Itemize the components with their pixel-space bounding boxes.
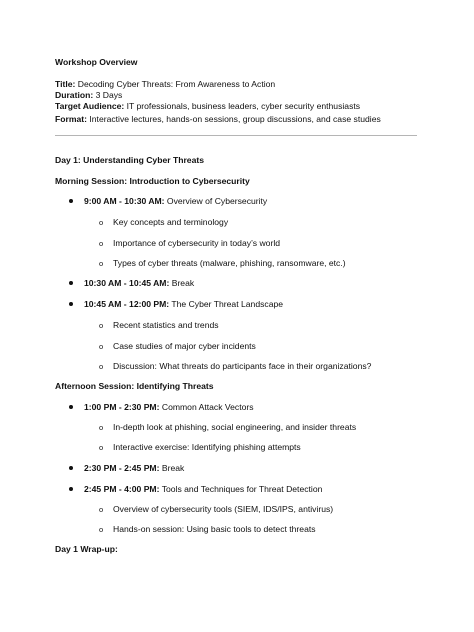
sub-item: In-depth look at phishing, social engineering, and insider threats [113, 422, 357, 432]
session-line [84, 484, 322, 495]
session-title: Break [159, 463, 185, 473]
sub-item: Types of cyber threats (malware, phishing, ransomware, etc.) [113, 258, 346, 268]
session-line [84, 463, 184, 474]
session-title: Common Attack Vectors [159, 402, 254, 412]
session-line [84, 299, 283, 310]
duration-value: 3 Days [93, 90, 123, 100]
overview-title-line [55, 79, 275, 90]
session-time: 2:45 PM - 4:00 PM: [84, 484, 160, 494]
format-value: Interactive lectures, hands-on sessions, group discussions, and case studies [87, 114, 381, 124]
afternoon-session-heading: Afternoon Session: Identifying Threats [55, 381, 214, 391]
disc-bullet-icon [69, 466, 73, 470]
disc-bullet-icon [69, 199, 73, 203]
sub-item: Interactive exercise: Identifying phishing attempts [113, 442, 301, 452]
circle-bullet-icon: o [99, 342, 104, 351]
session-title: Tools and Techniques for Threat Detection [159, 484, 323, 494]
title-value: Decoding Cyber Threats: From Awareness to Action [75, 79, 276, 89]
disc-bullet-icon [69, 302, 73, 306]
sub-item: Key concepts and terminology [113, 217, 229, 227]
session-line [84, 278, 194, 289]
duration-label: Duration: [55, 90, 94, 100]
circle-bullet-icon: o [99, 259, 104, 268]
day1-heading: Day 1: Understanding Cyber Threats [55, 155, 204, 165]
session-title: The Cyber Threat Landscape [169, 299, 284, 309]
title-label: Title: [55, 79, 76, 89]
disc-bullet-icon [69, 487, 73, 491]
session-time: 10:45 AM - 12:00 PM: [84, 299, 170, 309]
session-time: 9:00 AM - 10:30 AM: [84, 196, 165, 206]
session-line [84, 402, 254, 413]
circle-bullet-icon: o [99, 218, 104, 227]
morning-session-heading: Morning Session: Introduction to Cybersecurity [55, 176, 250, 186]
circle-bullet-icon: o [99, 362, 104, 371]
circle-bullet-icon: o [99, 239, 104, 248]
sub-item: Overview of cybersecurity tools (SIEM, IDS/IPS, antivirus) [113, 504, 334, 514]
session-time: 1:00 PM - 2:30 PM: [84, 402, 160, 412]
session-time: 10:30 AM - 10:45 AM: [84, 278, 170, 288]
circle-bullet-icon: o [99, 443, 104, 452]
format-label: Format: [55, 114, 87, 124]
sub-item: Hands-on session: Using basic tools to detect threats [113, 524, 316, 534]
horizontal-divider [55, 135, 417, 136]
overview-audience-line [55, 101, 360, 112]
disc-bullet-icon [69, 281, 73, 285]
overview-format-line [55, 114, 381, 125]
circle-bullet-icon: o [99, 525, 104, 534]
session-time: 2:30 PM - 2:45 PM: [84, 463, 160, 473]
sub-item: Case studies of major cyber incidents [113, 341, 256, 351]
sub-item: Discussion: What threats do participants face in their organizations? [113, 361, 372, 371]
circle-bullet-icon: o [99, 505, 104, 514]
overview-heading: Workshop Overview [55, 57, 138, 67]
sub-item: Recent statistics and trends [113, 320, 219, 330]
audience-value: IT professionals, business leaders, cyber security enthusiasts [124, 101, 361, 111]
circle-bullet-icon: o [99, 321, 104, 330]
circle-bullet-icon: o [99, 423, 104, 432]
sub-item: Importance of cybersecurity in today’s world [113, 238, 281, 248]
session-title: Overview of Cybersecurity [164, 196, 268, 206]
session-line [84, 196, 267, 207]
audience-label: Target Audience: [55, 101, 125, 111]
session-title: Break [169, 278, 195, 288]
day1-wrapup-heading: Day 1 Wrap-up: [55, 544, 118, 554]
disc-bullet-icon [69, 405, 73, 409]
overview-duration-line [55, 90, 122, 101]
